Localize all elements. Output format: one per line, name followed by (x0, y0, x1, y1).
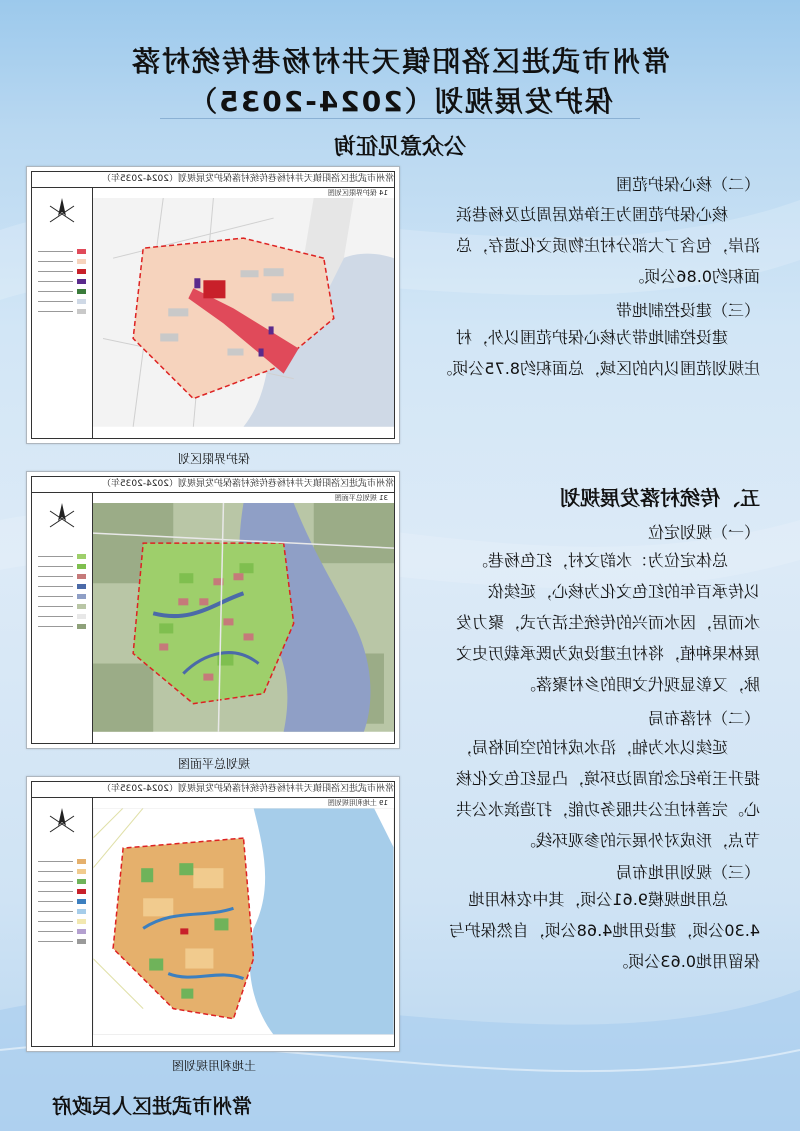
map-header: 常州市武进区洛阳镇天井村杨巷传统村落保护发展规划（2024-2035年） (32, 172, 394, 188)
text-line: 展林果种植，将村庄建设成为既承载历史文 (455, 644, 760, 663)
text-line: 沿岸，包含了大部分村庄物质文化遗存，总 (455, 236, 760, 255)
map-legend (32, 493, 93, 743)
text-line: 节点，形成对外展示的参观环线。 (519, 831, 760, 850)
positioning-text (456, 545, 760, 700)
text-line: 脉，又彰显现代文明的乡村聚落。 (519, 675, 760, 694)
map-caption: 土地利用规划图 (172, 1059, 257, 1073)
page-title-line2: 保护发展规划（2024-2035） (187, 85, 613, 118)
north-arrow-icon (46, 196, 78, 228)
protection-boundary-map (93, 198, 394, 427)
text-line: 建设控制地带为核心保护范围以外，村 (455, 328, 728, 347)
map-legend (32, 798, 93, 1046)
land-use-map (93, 808, 394, 1035)
map-master-plan (26, 471, 400, 749)
title-divider (160, 118, 640, 119)
issuer-footer: 常州市武进区人民政府 (52, 1094, 252, 1118)
text-line: 总用地规模9.61公顷，其中农林用地 (468, 890, 728, 909)
map-caption: 规划总平面图 (178, 757, 251, 771)
map-land-use (26, 776, 400, 1052)
control-zone-heading: （三）建设控制地带 (615, 301, 760, 320)
layout-heading: （二）村落布局 (647, 709, 760, 728)
text-line: 水而居，因水而兴的传统生活方式，聚力发 (455, 613, 760, 632)
control-zone-text (436, 322, 760, 384)
text-line: 总体定位为：水韵文村，红色杨巷。 (471, 551, 728, 570)
land-use-heading: （三）规划用地布局 (615, 863, 760, 882)
core-protection-text (456, 199, 760, 292)
chapter-heading: 五、传统村落发展规划 (560, 486, 760, 510)
page-title-line1: 常州市武进区洛阳镇天井村杨巷传统村落 (130, 45, 671, 78)
map-header: 常州市武进区洛阳镇天井村杨巷传统村落保护发展规划（2024-2035年） (32, 782, 394, 798)
text-line: 庄规划范围以内的区域，总面积约8.75公顷。 (436, 359, 760, 378)
map-caption: 保护界限区划 (178, 452, 251, 466)
map-protection-boundary (26, 166, 400, 444)
master-plan-map (93, 503, 394, 732)
notice-heading: 公众意见征询 (334, 135, 467, 160)
text-line: 提升王诤纪念馆周边环境，凸显红色文化核 (455, 769, 760, 788)
layout-text (456, 732, 760, 856)
map-subtitle: 31 规划总平面图 (334, 494, 388, 502)
text-line: 核心保护范围为王诤故居周边及杨巷浜 (455, 205, 728, 224)
text-line: 保留用地0.63公顷。 (612, 952, 760, 971)
text-line: 延续以水为轴，沿水成村的空间格局， (455, 738, 728, 757)
core-protection-heading: （二）核心保护范围 (615, 175, 760, 194)
positioning-heading: （一）规划定位 (647, 523, 760, 542)
text-line: 面积约0.86公顷。 (628, 267, 760, 286)
land-use-text (449, 884, 760, 977)
map-header: 常州市武进区洛阳镇天井村杨巷传统村落保护发展规划（2024-2035年） (32, 477, 394, 493)
text-line: 以传承百年的红色文化为核心，延续依 (487, 582, 760, 601)
map-subtitle: 19 土地利用规划图 (327, 799, 388, 807)
north-arrow-icon (46, 806, 78, 838)
text-line: 4.30公顷，建设用地4.68公顷，自然保护与 (448, 921, 760, 940)
map-subtitle: 14 保护界限区划图 (327, 189, 388, 197)
map-legend (32, 188, 93, 438)
text-line: 心。完善村庄公共服务功能，打造滨水公共 (455, 800, 760, 819)
north-arrow-icon (46, 501, 78, 533)
